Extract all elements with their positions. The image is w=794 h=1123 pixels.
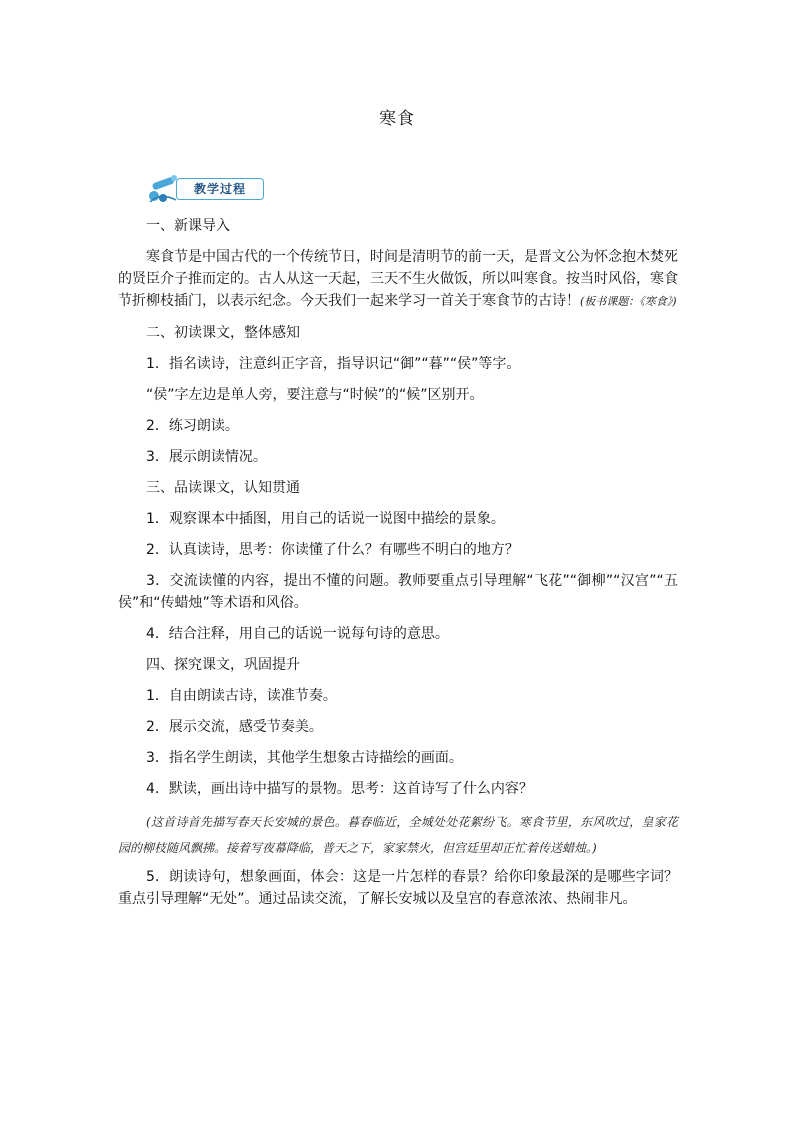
lesson-content [118,215,678,919]
list-item: 3．指名学生朗读，其他学生想象古诗描绘的画面。 [146,750,463,766]
answer-note: (这首诗首先描写春天长安城的景色。暮春临近，全城处处花絮纷飞。寒食节里，东风吹过，皇家花园的柳枝随风飘拂。接着写夜幕降临，普天之下，家家禁火，但宫廷里却正忙着传送蜡烛。) [118,815,678,855]
list-item: 3．展示朗读情况。 [146,449,267,465]
section-heading: 三、品读课文，认知贯通 [146,480,300,496]
badge-label: 教学过程 [176,178,264,200]
list-item: 2．练习朗读。 [146,418,239,434]
list-item: 4．默读，画出诗中描写的景物。思考：这首诗写了什么内容？ [146,781,533,797]
list-item: 3．交流读懂的内容，提出不懂的问题。教师要重点引导理解“飞花”“御柳”“汉宫”“五侯”和“传蜡烛”等术语和风俗。 [118,573,678,611]
page-title: 寒食 [379,109,415,129]
list-item: 2．认真读诗，思考：你读懂了什么？有哪些不明白的地方？ [146,542,519,558]
section-heading: 一、新课导入 [146,218,230,234]
list-item: 2．展示交流，感受节奏美。 [146,719,323,735]
list-item: 5．朗读诗句，想象画面，体会：这是一片怎样的春景？给你印象最深的是哪些字词？重点引导理解“无处”。通过品读交流，了解长安城以及皇宫的春意浓浓、热闹非凡。 [118,869,678,907]
list-item-note: “侯”字左边是单人旁，要注意与“时候”的“候”区别开。 [146,387,484,403]
list-item: 1．指名读诗，注意纠正字音，指导识记“御”“暮”“侯”等字。 [146,356,521,372]
section-heading: 四、探究课文，巩固提升 [146,657,300,673]
paragraph-text: 寒食节是中国古代的一个传统节日，时间是清明节的前一天，是晋文公为怀念抱木焚死的贤臣介子推而定的。古人从这一天起，三天不生火做饭，所以叫寒食。按当时风俗，寒食节折柳枝插门，以表示纪念。今天我们一起来学习一首关于寒食节的古诗！ [118,249,678,309]
board-note: (板书课题：《寒食》) [580,295,677,308]
section-heading: 二、初读课文，整体感知 [146,325,300,341]
paragraph [118,246,678,313]
list-item: 1．观察课本中插图，用自己的话说一说图中描绘的景象。 [146,511,505,527]
list-item: 1．自由朗读古诗，读准节奏。 [146,688,337,704]
list-item: 4．结合注释，用自己的话说一说每句诗的意思。 [146,626,449,642]
section-badge [146,172,264,202]
